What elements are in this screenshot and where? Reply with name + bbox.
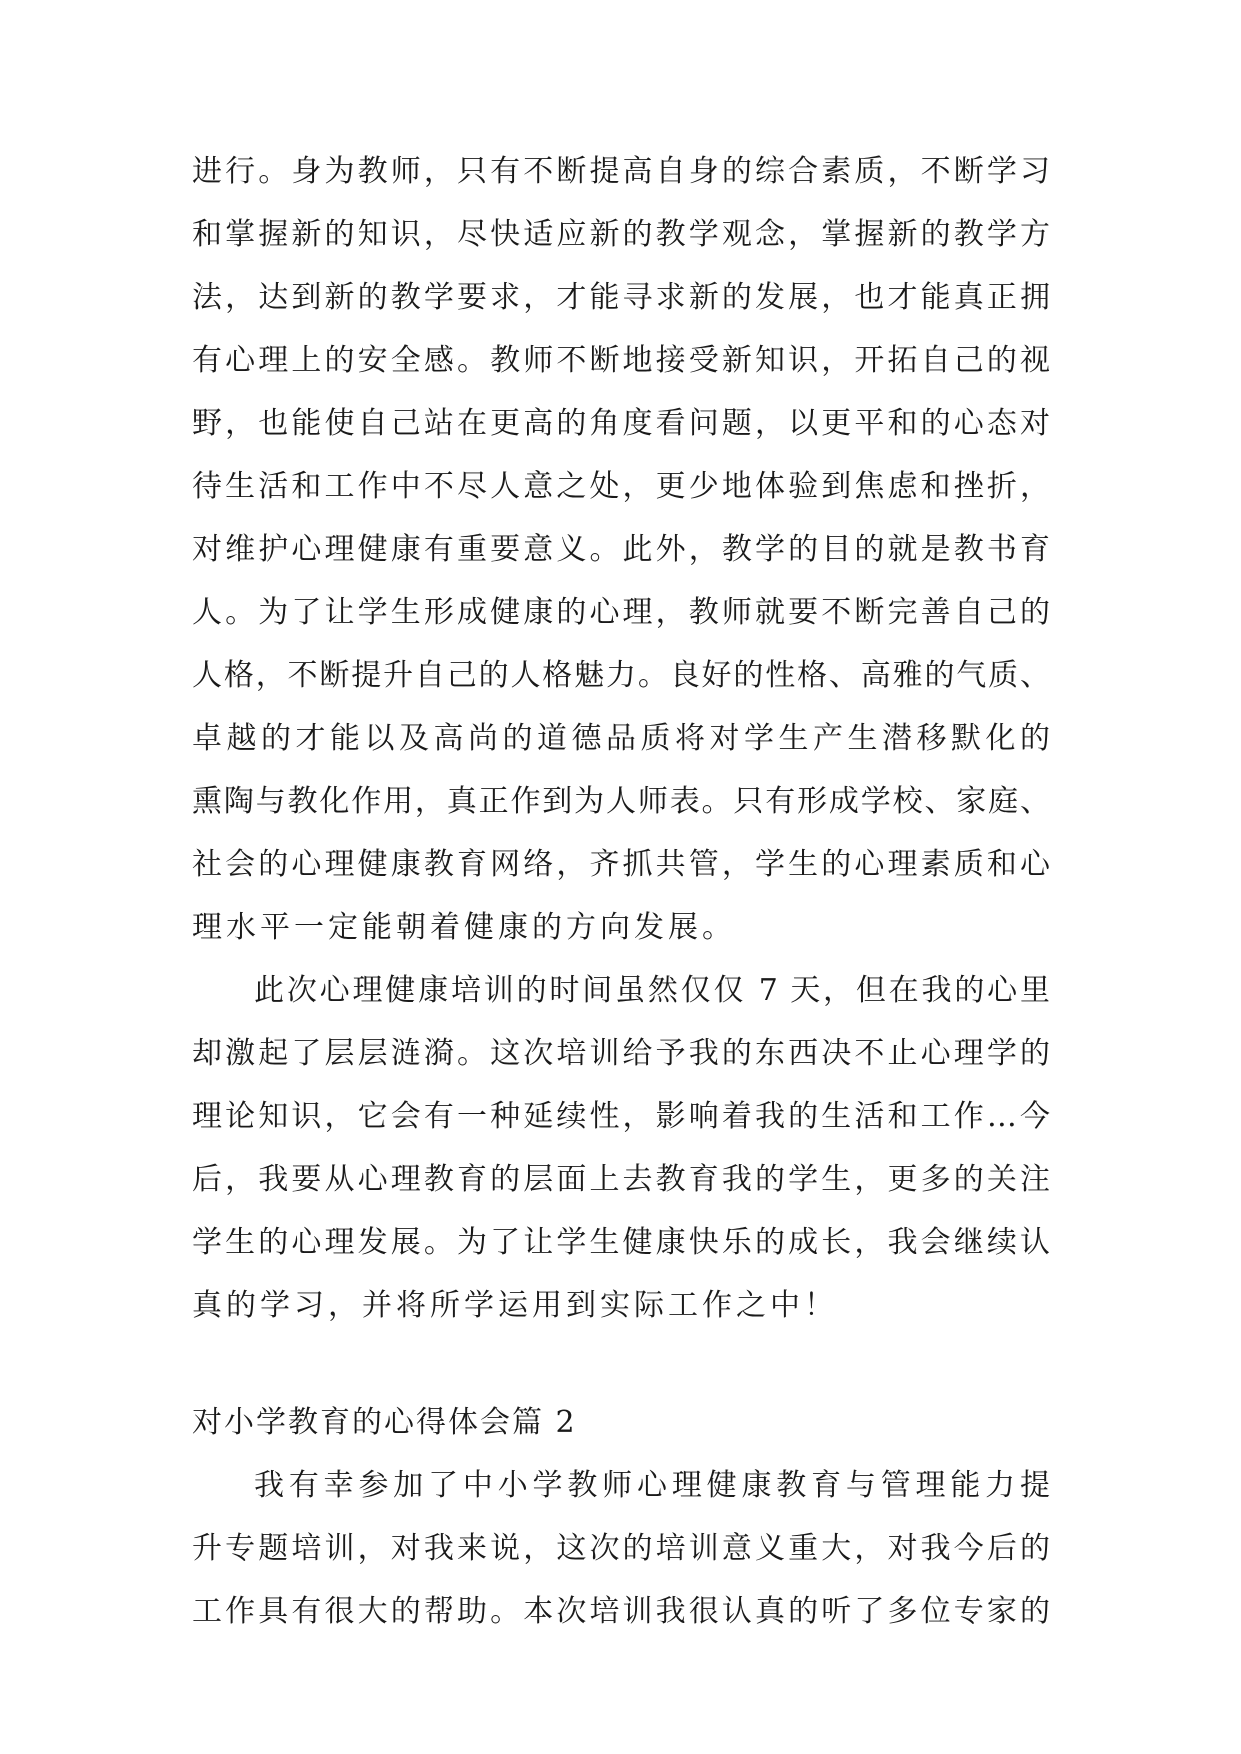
text-line: 法，达到新的教学要求，才能寻求新的发展，也才能真正拥 [192,280,1050,315]
text-line: 工作具有很大的帮助。本次培训我很认真的听了多位专家的 [192,1594,1050,1629]
text-line: 熏陶与教化作用，真正作到为人师表。只有形成学校、家庭、 [192,784,1050,819]
text-line: 人。为了让学生形成健康的心理，教师就要不断完善自己的 [192,595,1050,630]
text-line: 社会的心理健康教育网络，齐抓共管，学生的心理素质和心 [192,847,1050,882]
text-line: 后，我要从心理教育的层面上去教育我的学生，更多的关注 [192,1162,1050,1197]
text-line: 进行。身为教师，只有不断提高自身的综合素质，不断学习 [192,154,1050,189]
paragraph-1 [192,140,1050,959]
document-page [192,140,1050,1643]
paragraph-2 [192,959,1050,1337]
text-line: 理水平一定能朝着健康的方向发展。 [192,910,736,945]
text-line: 野，也能使自己站在更高的角度看问题，以更平和的心态对 [192,406,1050,441]
text-line: 卓越的才能以及高尚的道德品质将对学生产生潜移默化的 [192,721,1050,756]
text-line: 待生活和工作中不尽人意之处，更少地体验到焦虑和挫折， [192,469,1050,504]
text-line: 有心理上的安全感。教师不断地接受新知识，开拓自己的视 [192,343,1050,378]
text-line: 和掌握新的知识，尽快适应新的教学观念，掌握新的教学方 [192,217,1050,252]
text-line: 学生的心理发展。为了让学生健康快乐的成长，我会继续认 [192,1225,1050,1260]
text-line: 人格，不断提升自己的人格魅力。良好的性格、高雅的气质、 [192,658,1050,693]
text-line: 却激起了层层涟漪。这次培训给予我的东西决不止心理学的 [192,1036,1050,1071]
text-line: 理论知识，它会有一种延续性，影响着我的生活和工作…今 [192,1099,1050,1134]
section-heading: 对小学教育的心得体会篇 2 [192,1405,577,1440]
text-line: 升专题培训，对我来说，这次的培训意义重大，对我今后的 [192,1531,1050,1566]
paragraph-3 [192,1454,1050,1643]
text-line: 我有幸参加了中小学教师心理健康教育与管理能力提 [254,1468,1050,1503]
section-spacer [192,1337,1050,1391]
text-line: 对维护心理健康有重要意义。此外，教学的目的就是教书育 [192,532,1050,567]
text-line: 真的学习，并将所学运用到实际工作之中！ [192,1288,838,1323]
text-line: 此次心理健康培训的时间虽然仅仅 7 天，但在我的心里 [254,973,1050,1008]
